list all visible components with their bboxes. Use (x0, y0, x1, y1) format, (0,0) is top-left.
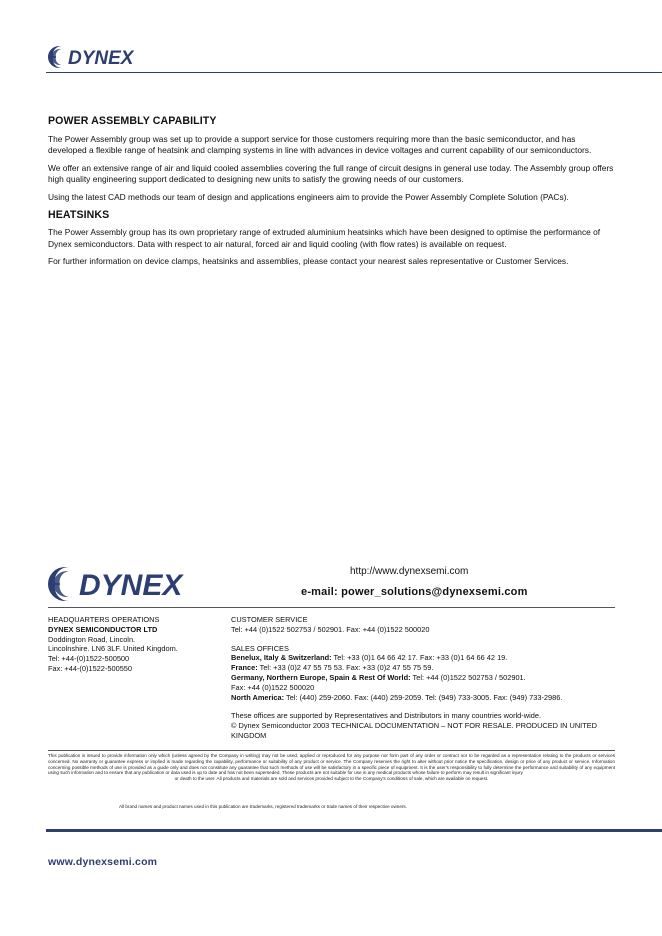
cs-heading: CUSTOMER SERVICE (231, 615, 308, 624)
dynex-logo-large (46, 565, 216, 603)
sales-office: Benelux, Italy & Switzerland: Tel: +33 (0)1 64 66 42 17. Fax: +33 (0)1 64 66 42 19. (231, 653, 508, 663)
svg-text:DYNEX: DYNEX (79, 569, 183, 602)
main-content (48, 116, 614, 274)
paragraph: We offer an extensive range of air and liquid cooled assemblies covering the full range of circuit designs in general use today. The Assembly group offers high quality engineering support dedicated to designing new units to satisfy the growing needs of our customers. (48, 162, 614, 185)
sales-office: Germany, Northern Europe, Spain & Rest Of World: Tel: +44 (0)1522 502753 / 502901. (231, 672, 526, 682)
disclaimer-text: This publication is issued to provide information only which (unless agreed by the Company in writing) may not be used, applied or reproduced for any purpose nor form part of any order or contract nor to be regarded as a representation relating to the products or services concerned. No warranty or guarantee express or implied is made regarding the capability, performance or suitability of any product or service. The Company reserves the right to alter without prior notice the specification, design or price of any product or service. Information concerning possible methods of use is provided as a guide only and does not constitute any guarantee that such methods of use will be satisfactory in a specific piece of equipment. It is the user's responsibility to fully determine the performance and suitability of any equipment using such information and to ensure that any publication or data used is up to date and has not been superseded. These products are not suitable for use in any medical products whose failure to perform may result in significant injury (48, 753, 615, 776)
dynex-logo (46, 44, 156, 70)
section-title-power-assembly: POWER ASSEMBLY CAPABILITY (48, 115, 217, 127)
footer-rule (46, 829, 662, 832)
sales-office: Fax: +44 (0)1522 500020 (231, 682, 315, 692)
section-title-heatsinks: HEATSINKS (48, 208, 110, 221)
hq-heading: HEADQUARTERS OPERATIONS (48, 615, 160, 624)
customer-service-block (231, 615, 621, 741)
paragraph: Using the latest CAD methods our team of design and applications engineers aim to provide the Power Assembly Complete Solution (PACs). (48, 191, 569, 202)
hq-address-2: Lincolnshire. LN6 3LF. United Kingdom. (48, 644, 178, 654)
trademark-notice: All brand names and product names used in this publication are trademarks, registered trademarks or trade names of their respective owners. (118, 804, 408, 809)
paragraph: For further information on device clamps, heatsinks and assemblies, please contact your nearest sales representative or Customer Services. (48, 256, 569, 267)
paragraph: The Power Assembly group has its own proprietary range of extruded aluminium heatsinks which have been designed to optimise the performance of Dynex semiconductors. Data with respect to air natural, forced air and liquid cooling (with flow rates) is available on request. (48, 227, 601, 249)
hq-address-1: Doddington Road, Lincoln. (48, 634, 136, 644)
headquarters-block (48, 615, 228, 674)
sales-office: North America: Tel: (440) 259-2060. Fax: (440) 259-2059. Tel: (949) 733-3005. Fax: (949) 733-2986. (231, 692, 563, 702)
sales-heading: SALES OFFICES (231, 643, 289, 653)
contact-rule (48, 607, 615, 608)
svg-text:DYNEX: DYNEX (68, 48, 134, 69)
sales-office: France: Tel: +33 (0)2 47 55 75 53. Fax: +33 (0)2 47 55 75 59. (231, 663, 434, 673)
hq-company: DYNEX SEMICONDUCTOR LTD (48, 624, 158, 634)
disclaimer (48, 753, 615, 782)
website-link[interactable]: http://www.dynexsemi.com (350, 566, 469, 577)
header-rule (46, 72, 662, 73)
copyright: © Dynex Semiconductor 2003 TECHNICAL DOCUMENTATION – NOT FOR RESALE. PRODUCED IN UNITED KINGDOM (231, 721, 598, 740)
cs-line: Tel: +44 (0)1522 502753 / 502901. Fax: +44 (0)1522 500020 (231, 624, 430, 634)
paragraph: The Power Assembly group was set up to provide a support service for those customers requiring more than the basic semiconductor, and has developed a flexible range of heatsink and clamping systems in line with advances in device voltages and current capability of our semiconductors. (48, 133, 592, 156)
email-link[interactable]: e-mail: power_solutions@dynexsemi.com (301, 586, 528, 598)
sales-note: These offices are supported by Representatives and Distributors in many countries world-wide. (231, 711, 542, 721)
footer-website-link[interactable]: www.dynexsemi.com (48, 856, 158, 868)
disclaimer-end: or death to the user. All products and materials are sold and services provided subject to the Company's conditions of sale, which are available on request. (174, 776, 489, 782)
disclaimer-rule (48, 750, 615, 751)
hq-fax: Fax: +44-(0)1522-500550 (48, 663, 133, 673)
hq-tel: Tel: +44-(0)1522-500500 (48, 654, 130, 664)
